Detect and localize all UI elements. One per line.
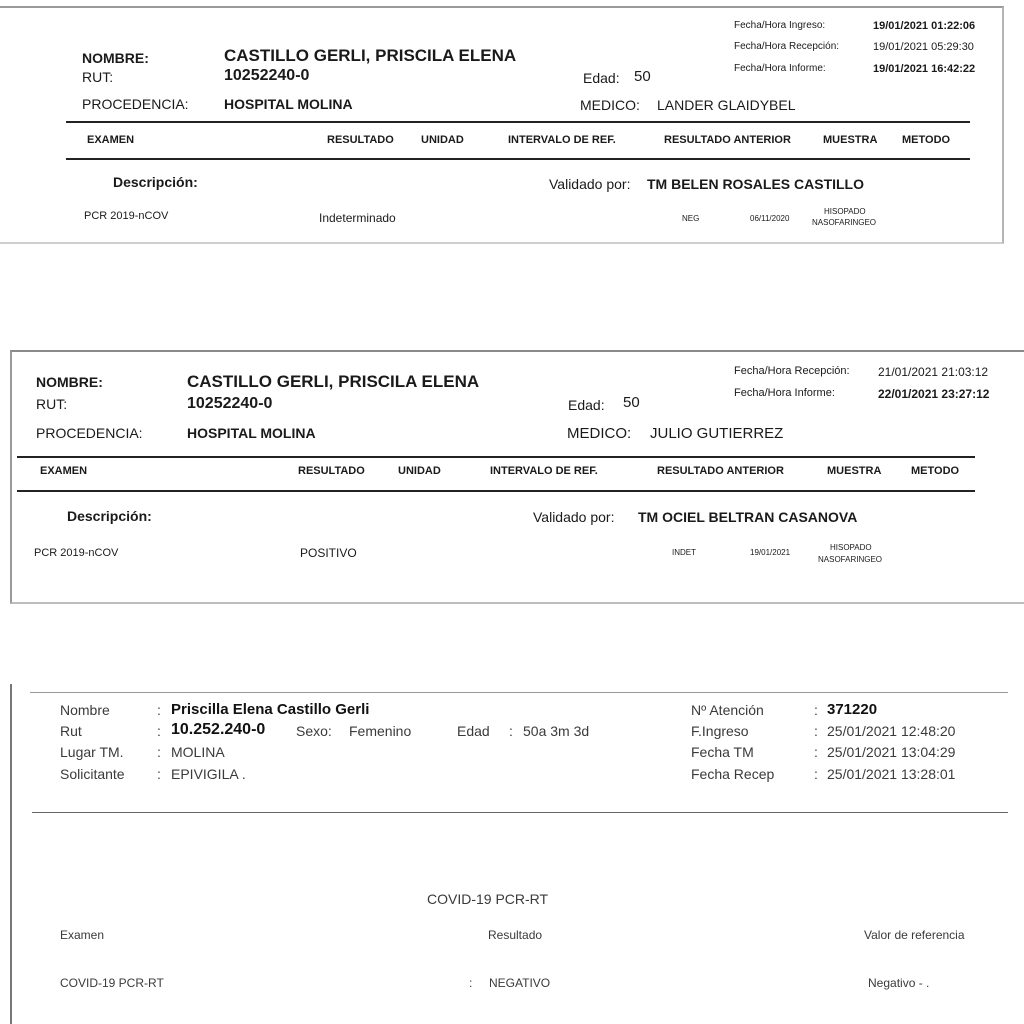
informe-label: Fecha/Hora Informe: (734, 63, 826, 74)
atencion-colon: : (814, 702, 818, 718)
edad-value: 50a 3m 3d (523, 723, 590, 739)
col-intervalo: INTERVALO DE REF. (490, 465, 598, 477)
solicitante-label: Solicitante (60, 766, 125, 782)
rut-value: 10252240-0 (224, 67, 310, 84)
medico-label: MEDICO: (567, 425, 632, 442)
col-examen: EXAMEN (40, 465, 88, 477)
row-resultado: NEGATIVO (489, 976, 551, 990)
lugar-colon: : (157, 744, 161, 760)
nombre-value: CASTILLO GERLI, PRISCILA ELENA (224, 46, 517, 65)
edad-label: Edad (457, 723, 490, 739)
validado-value: TM BELEN ROSALES CASTILLO (647, 176, 864, 192)
fecha-tm-label: Fecha TM (691, 744, 754, 760)
ingreso-value: 25/01/2021 12:48:20 (827, 723, 956, 739)
header-rule-bottom (17, 490, 975, 492)
ingreso-colon: : (814, 723, 818, 739)
section-title: COVID-19 PCR-RT (427, 891, 549, 907)
recepcion-label: Fecha/Hora Recepción: (734, 365, 850, 377)
header-rule-bottom (66, 158, 970, 160)
report-1 (0, 6, 1004, 244)
edad-value: 50 (634, 68, 651, 85)
row-anterior: INDET (672, 548, 696, 557)
fecha-tm-colon: : (814, 744, 818, 760)
row-muestra-2: NASOFARINGEO (812, 218, 877, 227)
col-muestra: MUESTRA (823, 134, 878, 146)
col-unidad: UNIDAD (421, 134, 464, 146)
col-muestra: MUESTRA (827, 465, 882, 477)
procedencia-label: PROCEDENCIA: (82, 96, 189, 112)
top-rule (30, 692, 1008, 693)
col-resultado-anterior: RESULTADO ANTERIOR (664, 134, 791, 146)
rut-value: 10252240-0 (187, 395, 273, 412)
atencion-value: 371220 (827, 701, 878, 718)
col-resultado: RESULTADO (298, 465, 365, 477)
medico-value: JULIO GUTIERREZ (650, 425, 784, 442)
col-unidad: UNIDAD (398, 465, 441, 477)
section-rule (32, 812, 1008, 813)
nombre-label: Nombre (60, 702, 110, 718)
nombre-colon: : (157, 702, 161, 718)
col-resultado-anterior: RESULTADO ANTERIOR (657, 465, 784, 477)
row-muestra-2: NASOFARINGEO (818, 555, 883, 564)
rut-colon: : (157, 723, 161, 739)
validado-value: TM OCIEL BELTRAN CASANOVA (638, 509, 858, 525)
rut-label: RUT: (82, 69, 114, 85)
row-referencia: Negativo - . (868, 976, 930, 990)
rut-label: RUT: (36, 396, 68, 412)
procedencia-label: PROCEDENCIA: (36, 425, 143, 441)
row-resultado: Indeterminado (319, 211, 396, 225)
ingreso-label: Fecha/Hora Ingreso: (734, 20, 826, 31)
edad-colon: : (509, 723, 513, 739)
nombre-label: NOMBRE: (36, 374, 103, 390)
lugar-label: Lugar TM. (60, 744, 124, 760)
medico-label: MEDICO: (580, 97, 640, 113)
validado-label: Validado por: (549, 176, 631, 192)
header-rule-top (17, 456, 975, 458)
nombre-label: NOMBRE: (82, 50, 149, 66)
medico-value: LANDER GLAIDYBEL (657, 97, 796, 113)
row-resultado: POSITIVO (300, 546, 357, 560)
lugar-value: MOLINA (171, 744, 225, 760)
rut-label: Rut (60, 723, 82, 739)
descripcion-label: Descripción: (113, 174, 198, 190)
nombre-value: Priscilla Elena Castillo Gerli (171, 701, 370, 718)
col-resultado: Resultado (488, 928, 543, 942)
report-3 (10, 684, 1024, 1024)
sexo-value: Femenino (349, 723, 412, 739)
atencion-label: Nº Atención (691, 702, 764, 718)
procedencia-value: HOSPITAL MOLINA (187, 425, 316, 441)
ingreso-label: F.Ingreso (691, 723, 749, 739)
header-rule-top (66, 121, 970, 123)
solicitante-colon: : (157, 766, 161, 782)
col-referencia: Valor de referencia (864, 928, 965, 942)
row-examen: PCR 2019-nCOV (84, 210, 169, 222)
ingreso-value: 19/01/2021 01:22:06 (873, 20, 976, 32)
edad-label: Edad: (583, 70, 620, 86)
sexo-label: Sexo: (296, 723, 332, 739)
col-metodo: METODO (911, 465, 960, 477)
descripcion-label: Descripción: (67, 508, 152, 524)
recep-colon: : (814, 766, 818, 782)
col-intervalo: INTERVALO DE REF. (508, 134, 616, 146)
col-resultado: RESULTADO (327, 134, 394, 146)
recepcion-value: 21/01/2021 21:03:12 (878, 365, 989, 379)
row-muestra-1: HISOPADO (824, 207, 866, 216)
row-muestra-1: HISOPADO (830, 543, 872, 552)
row-examen: PCR 2019-nCOV (34, 547, 119, 559)
row-anterior-fecha: 19/01/2021 (750, 548, 791, 557)
edad-label: Edad: (568, 397, 605, 413)
col-examen: EXAMEN (87, 134, 135, 146)
edad-value: 50 (623, 394, 640, 411)
recepcion-label: Fecha/Hora Recepción: (734, 41, 840, 52)
row-anterior: NEG (682, 214, 700, 223)
row-examen: COVID-19 PCR-RT (60, 976, 164, 990)
recep-label: Fecha Recep (691, 766, 775, 782)
col-examen: Examen (60, 928, 105, 942)
solicitante-value: EPIVIGILA . (171, 766, 246, 782)
rut-value: 10.252.240-0 (171, 721, 266, 738)
row-anterior-fecha: 06/11/2020 (750, 214, 790, 223)
report-2 (10, 350, 1024, 604)
recepcion-value: 19/01/2021 05:29:30 (873, 41, 974, 53)
informe-value: 19/01/2021 16:42:22 (873, 63, 976, 75)
validado-label: Validado por: (533, 509, 615, 525)
informe-label: Fecha/Hora Informe: (734, 387, 835, 399)
nombre-value: CASTILLO GERLI, PRISCILA ELENA (187, 372, 480, 391)
procedencia-value: HOSPITAL MOLINA (224, 96, 353, 112)
informe-value: 22/01/2021 23:27:12 (878, 387, 990, 401)
row-colon: : (469, 976, 473, 990)
fecha-tm-value: 25/01/2021 13:04:29 (827, 744, 956, 760)
col-metodo: METODO (902, 134, 951, 146)
recep-value: 25/01/2021 13:28:01 (827, 766, 956, 782)
